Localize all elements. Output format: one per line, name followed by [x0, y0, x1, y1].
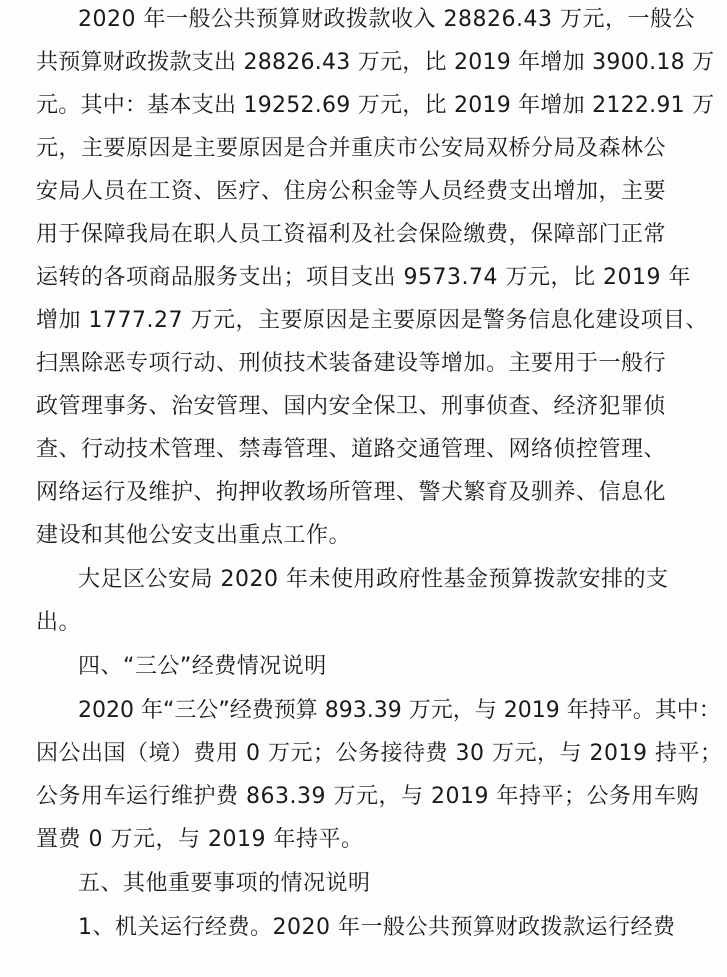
- paragraph-line: 置费 0 万元，与 2019 年持平。: [36, 827, 364, 852]
- paragraph-line: 因公出国（境）费用 0 万元；公务接待费 30 万元，与 2019 持平；: [36, 741, 723, 766]
- paragraph-line: 用于保障我局在职人员工资福利及社会保险缴费，保障部门正常: [36, 222, 667, 247]
- paragraph-line: 建设和其他公安支出重点工作。: [36, 523, 352, 548]
- paragraph-line: 2020 年“三公”经费预算 893.39 万元，与 2019 年持平。其中：: [78, 698, 721, 723]
- section-heading: 四、“三公”经费情况说明: [78, 654, 327, 679]
- paragraph-line: 查、行动技术管理、禁毒管理、道路交通管理、网络侦控管理、: [36, 437, 667, 462]
- paragraph-line: 公务用车运行维护费 863.39 万元，与 2019 年持平；公务用车购: [36, 784, 699, 809]
- paragraph-line: 2020 年一般公共预算财政拨款收入 28826.43 万元，一般公: [78, 7, 695, 32]
- paragraph-line: 网络运行及维护、拘押收教场所管理、警犬繁育及驯养、信息化: [36, 480, 667, 505]
- paragraph-line: 增加 1777.27 万元，主要原因是主要原因是警务信息化建设项目、: [36, 308, 708, 333]
- paragraph-line: 元。其中：基本支出 19252.69 万元，比 2019 年增加 2122.91 万: [36, 93, 715, 118]
- paragraph-line: 扫黑除恶专项行动、刑侦技术装备建设等增加。主要用于一般行: [36, 351, 667, 376]
- paragraph-line: 1、机关运行经费。2020 年一般公共预算财政拨款运行经费: [78, 915, 676, 940]
- paragraph-line: 共预算财政拨款支出 28826.43 万元，比 2019 年增加 3900.18 万: [36, 50, 715, 75]
- paragraph-line: 元，主要原因是主要原因是合并重庆市公安局双桥分局及森林公: [36, 136, 667, 161]
- paragraph-line: 大足区公安局 2020 年未使用政府性基金预算拨款安排的支: [78, 567, 669, 592]
- section-heading: 五、其他重要事项的情况说明: [78, 871, 371, 896]
- paragraph-line: 运转的各项商品服务支出；项目支出 9573.74 万元，比 2019 年: [36, 265, 691, 290]
- paragraph-line: 政管理事务、治安管理、国内安全保卫、刑事侦查、经济犯罪侦: [36, 394, 667, 419]
- paragraph-line: 安局人员在工资、医疗、住房公积金等人员经费支出增加，主要: [36, 179, 667, 204]
- paragraph-line: 出。: [36, 610, 82, 635]
